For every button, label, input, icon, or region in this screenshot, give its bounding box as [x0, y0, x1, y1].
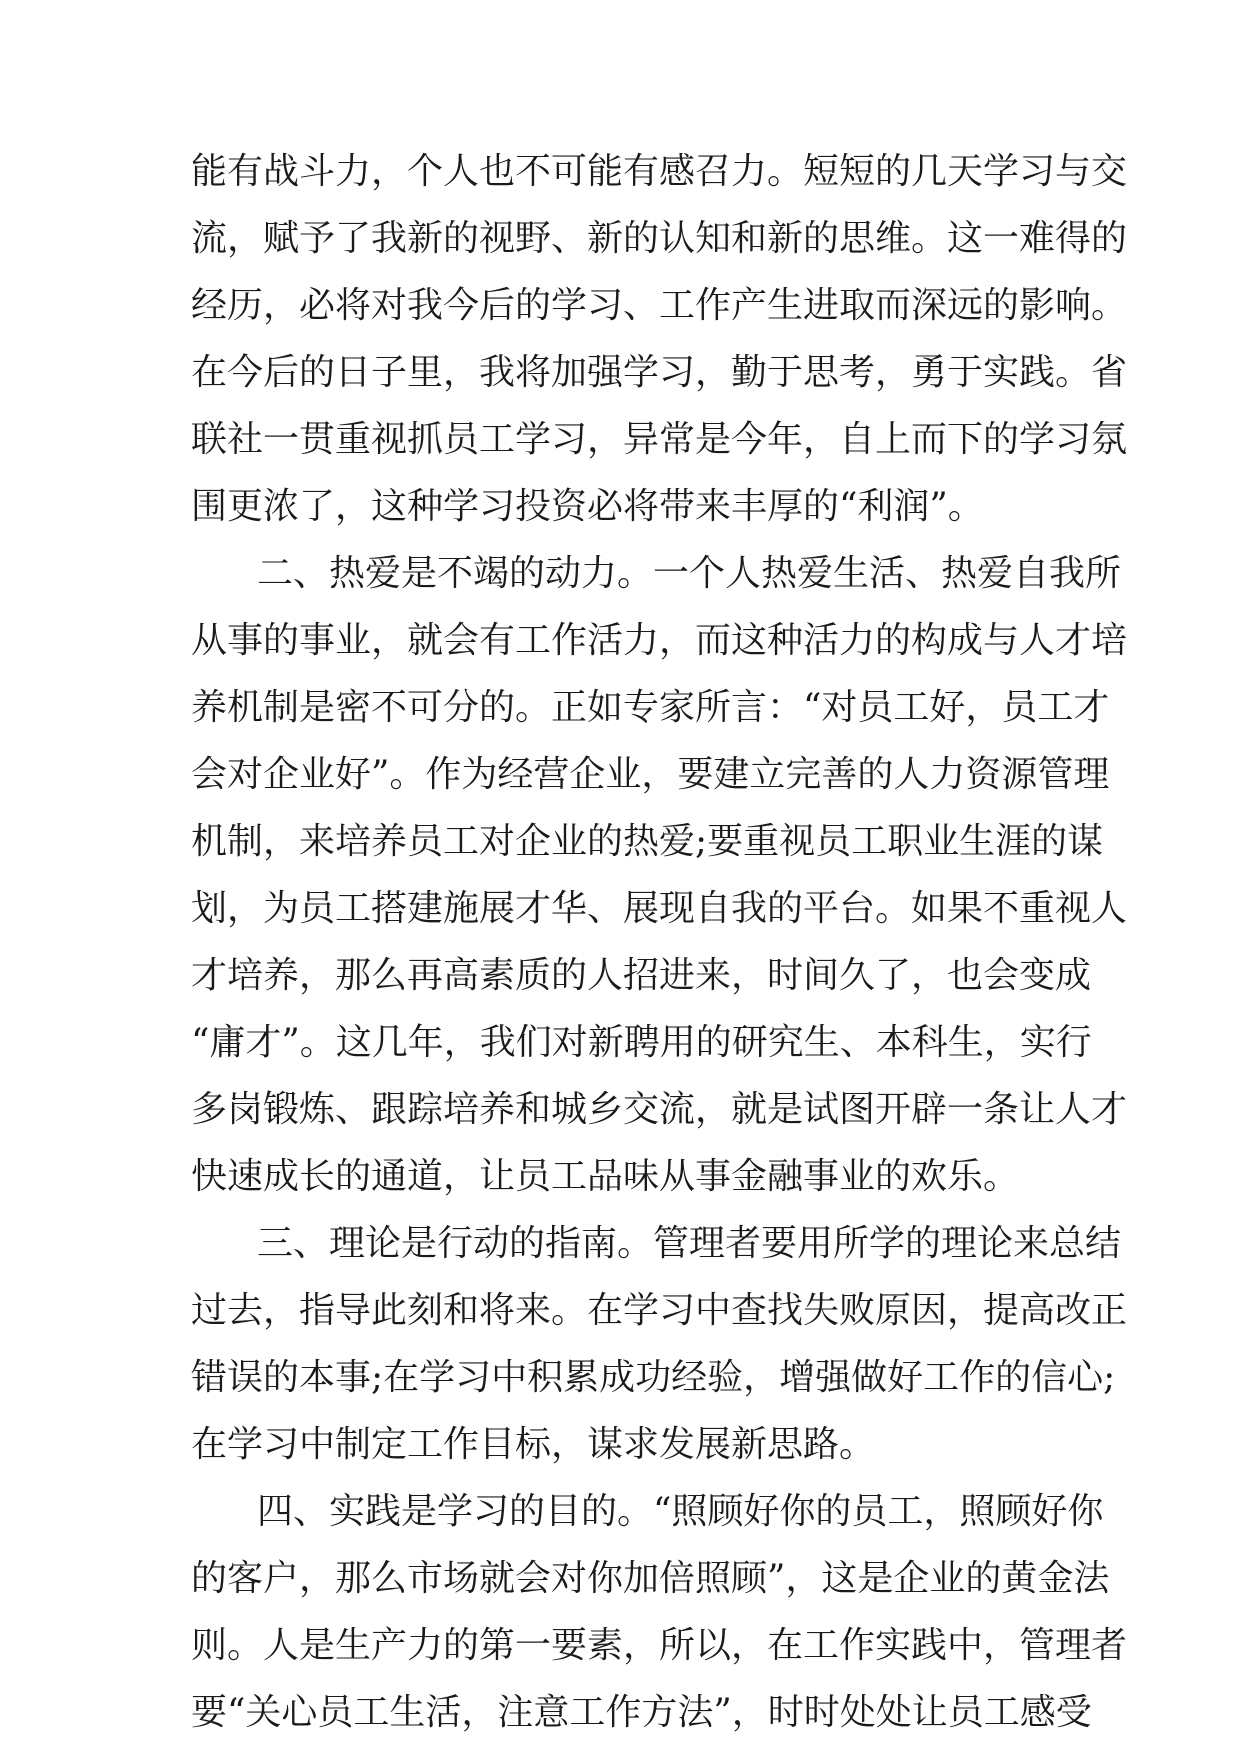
- text-line: 在今后的日子里，我将加强学习，勤于思考，勇于实践。省: [191, 352, 1128, 393]
- text-line: 则。人是生产力的第一要素，所以，在工作实践中，管理者: [191, 1625, 1128, 1666]
- text-line: 三、理论是行动的指南。管理者要用所学的理论来总结: [257, 1223, 1122, 1264]
- text-line: “庸才”。这几年，我们对新聘用的研究生、本科生，实行: [191, 1022, 1092, 1063]
- text-line: 经历，必将对我今后的学习、工作产生进取而深远的影响。: [191, 285, 1128, 326]
- text-line: 在学习中制定工作目标，谋求发展新思路。: [191, 1424, 876, 1465]
- text-line: 才培养，那么再高素质的人招进来，时间久了，也会变成: [191, 955, 1092, 996]
- text-line: 四、实践是学习的目的。“照顾好你的员工，照顾好你: [257, 1491, 1104, 1532]
- text-line: 多岗锻炼、跟踪培养和城乡交流，就是试图开辟一条让人才: [191, 1089, 1128, 1130]
- text-line: 快速成长的通道，让员工品味从事金融事业的欢乐。: [191, 1156, 1020, 1197]
- body-text: [191, 138, 1128, 1746]
- text-line: 从事的事业，就会有工作活力，而这种活力的构成与人才培: [191, 620, 1128, 661]
- text-line: 错误的本事;在学习中积累成功经验，增强做好工作的信心;: [191, 1357, 1116, 1398]
- text-line: 会对企业好”。作为经营企业，要建立完善的人力资源管理: [191, 754, 1110, 795]
- text-line: 能有战斗力，个人也不可能有感召力。短短的几天学习与交: [191, 151, 1128, 192]
- text-line: 要“关心员工生活，注意工作方法”，时时处处让员工感受: [191, 1692, 1092, 1733]
- text-line: 机制，来培养员工对企业的热爱;要重视员工职业生涯的谋: [191, 821, 1104, 862]
- text-line: 围更浓了，这种学习投资必将带来丰厚的“利润”。: [191, 486, 984, 527]
- text-line: 联社一贯重视抓员工学习，异常是今年，自上而下的学习氛: [191, 419, 1128, 460]
- text-line: 二、热爱是不竭的动力。一个人热爱生活、热爱自我所: [257, 553, 1122, 594]
- text-line: 的客户，那么市场就会对你加倍照顾”，这是企业的黄金法: [191, 1558, 1110, 1599]
- text-line: 流，赋予了我新的视野、新的认知和新的思维。这一难得的: [191, 218, 1128, 259]
- text-line: 过去，指导此刻和将来。在学习中查找失败原因，提高改正: [191, 1290, 1128, 1331]
- text-line: 养机制是密不可分的。正如专家所言：“对员工好，员工才: [191, 687, 1110, 728]
- text-line: 划，为员工搭建施展才华、展现自我的平台。如果不重视人: [191, 888, 1128, 929]
